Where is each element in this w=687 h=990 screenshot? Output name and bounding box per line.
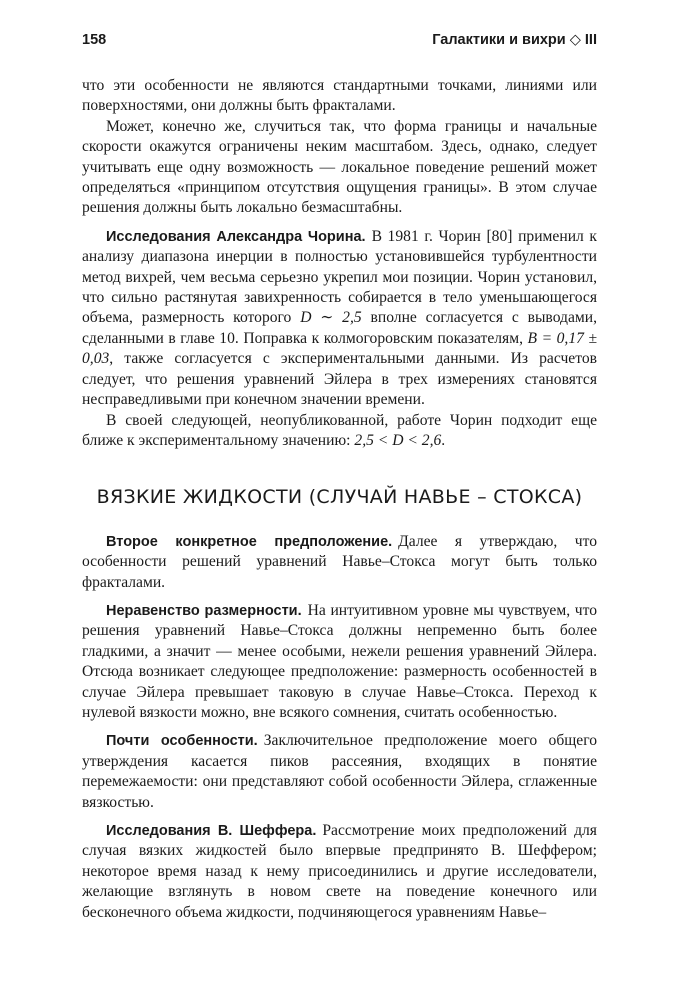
formula-correction: B = 0,17 ± 0,03 [82, 329, 597, 368]
formula-range: 2,5 < D < 2,6 [354, 431, 442, 449]
paragraph-chorin-research [82, 227, 597, 411]
paragraph-boundary-scale: Может, конечно же, случиться так, что форма границы и начальные скорости окажутся ограничены неким масштабом. Здесь, однако, следует учитывать еще одну возможность — локальное поведение решений может определяться «принципом отсутствия ощущения границы». В этом случае решения должны быть локально безмасштабны. [82, 117, 597, 217]
chorin-text-b: вполне согласуется с выводами, сделанными в главе 10. Поправка к колмогоровским показателям, [82, 309, 598, 347]
formula-dimension: D ∼ 2,5 [300, 309, 362, 327]
paragraph-lead-second-assumption: Второе конкретное предположение. [106, 533, 393, 550]
second-assumption-text: Далее я утверждаю, что особенности решений уравнений Навье–Стокса могут быть только фракталами. [82, 532, 597, 591]
dimension-inequality-text: На интуитивном уровне мы чувствуем, что решения уравнений Навье–Стокса должны непременно быть более гладкими, а значит — менее особыми, нежели решения уравнений Эйлера. Отсюда возникает следующее предположение: размерность особенностей в случае Эйлера превышает таковую в случае Навье–Стокса. Переход к нулевой вязкости можно, вне всякого сомнения, считать особенностью. [82, 601, 597, 721]
scheffer-text: Рассмотрение моих предположений для случая вязких жидкостей было впервые предпринято В. Шеффером; некоторое время назад к нему присоединились и другие исследователи, желающие взглянуть в новом свете на поведение конечного или бесконечного объема жидкости, подчиняющегося уравнениям Навье– [82, 822, 597, 921]
running-head [82, 30, 597, 54]
paragraph-lead-dimension-inequality: Неравенство размерности. [106, 602, 302, 619]
paragraph-near-singularities [82, 731, 597, 813]
paragraph-chorin-followup [82, 411, 597, 452]
paragraph-dimension-inequality [82, 601, 597, 723]
paragraph-lead-near-singularities: Почти особенности. [106, 733, 258, 750]
paragraph-lead-chorin: Исследования Александра Чорина. [106, 228, 366, 245]
page-number: 158 [82, 32, 107, 48]
followup-text-b: . [441, 431, 446, 449]
paragraph-lead-scheffer: Исследования В. Шеффера. [106, 823, 317, 839]
chorin-text-a: В 1981 г. Чорин [80] применил к анализу диапазона инерции в полностью установившейся турбулентности метод вихрей, чем весьма серьезно укрепил мои позиции. Чорин установил, что сильно растянутая завихренность собирается в тело уменьшающегося объема, размерность которого [82, 227, 597, 327]
chapter-title: Галактики и вихри ◇ III [432, 32, 597, 48]
chorin-text-c: , также согласуется с экспериментальными данными. Из расчетов следует, что решения уравнений Эйлера в трех измерениях становятся несправедливыми при конечном значении времени. [82, 350, 597, 409]
followup-text-a: В своей следующей, неопубликованной, работе Чорин подходит еще ближе к экспериментальному значению: [82, 411, 597, 449]
paragraph-scheffer-research [82, 821, 597, 923]
near-singularities-text: Заключительное предположение моего общего утверждения касается пиков рассеяния, входящих в понятие перемежаемости: они представляют собой особенности Эйлера, сглаженные вязкостью. [82, 732, 597, 811]
section-title: ВЯЗКИЕ ЖИДКОСТИ (СЛУЧАЙ НАВЬЕ – СТОКСА) [96, 486, 583, 509]
paragraph-continuation: что эти особенности не являются стандартными точками, линиями или поверхностями, они должны быть фракталами. [82, 77, 597, 115]
book-page [82, 30, 597, 923]
paragraph-second-assumption [82, 532, 597, 593]
